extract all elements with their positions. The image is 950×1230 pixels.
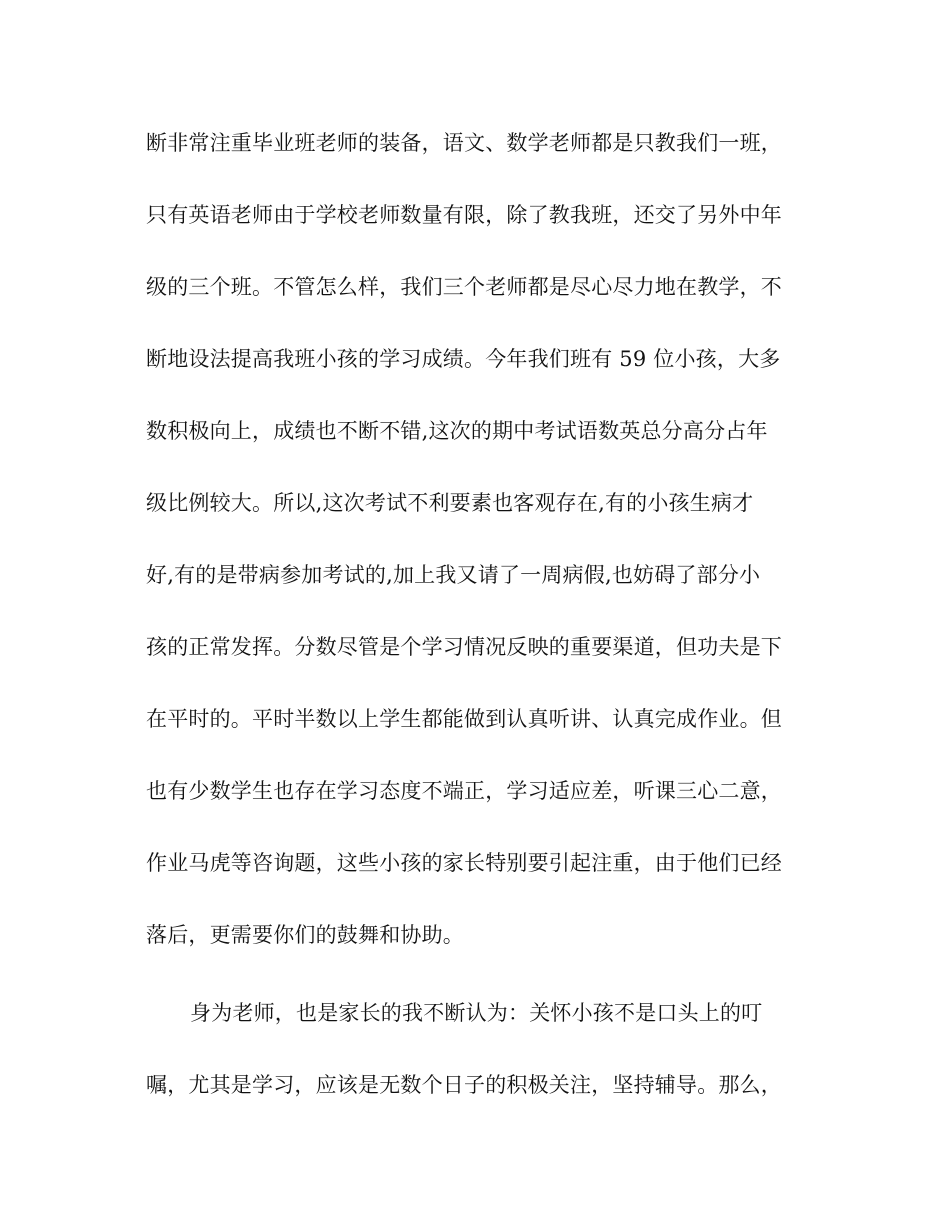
text-line-8: 孩的正常发挥。分数尽管是个学习情况反映的重要渠道，但功夫是下 (146, 635, 782, 659)
text-line-7: 好,有的是带病参加考试的,加上我又请了一周病假,也妨碍了部分小 (146, 563, 761, 587)
text-line-11: 作业马虎等咨询题，这些小孩的家长特别要引起注重，由于他们已经 (146, 851, 782, 875)
text-line-9: 在平时的。平时半数以上学生都能做到认真听讲、认真完成作业。但 (146, 707, 782, 731)
text-line-12: 落后，更需要你们的鼓舞和协助。 (146, 923, 464, 947)
text-line-1: 断非常注重毕业班老师的装备，语文、数学老师都是只教我们一班， (146, 131, 782, 155)
text-line-10: 也有少数学生也存在学习态度不端正，学习适应差，听课三心二意， (146, 779, 782, 803)
text-line-13: 身为老师，也是家长的我不断认为：关怀小孩不是口头上的叮 (190, 1001, 763, 1025)
text-line-6: 级比例较大。所以,这次考试不利要素也客观存在,有的小孩生病才 (146, 491, 754, 515)
text-line-5: 数积极向上，成绩也不断不错,这次的期中考试语数英总分高分占年 (146, 419, 768, 443)
text-line-14: 嘱，尤其是学习，应该是无数个日子的积极关注，坚持辅导。那么， (146, 1073, 782, 1097)
text-line-3: 级的三个班。不管怎么样，我们三个老师都是尽心尽力地在教学，不 (146, 275, 782, 299)
text-line-2: 只有英语老师由于学校老师数量有限，除了教我班，还交了另外中年 (146, 203, 782, 227)
text-line-4: 断地设法提高我班小孩的学习成绩。今年我们班有 59 位小孩，大多 (146, 347, 781, 371)
